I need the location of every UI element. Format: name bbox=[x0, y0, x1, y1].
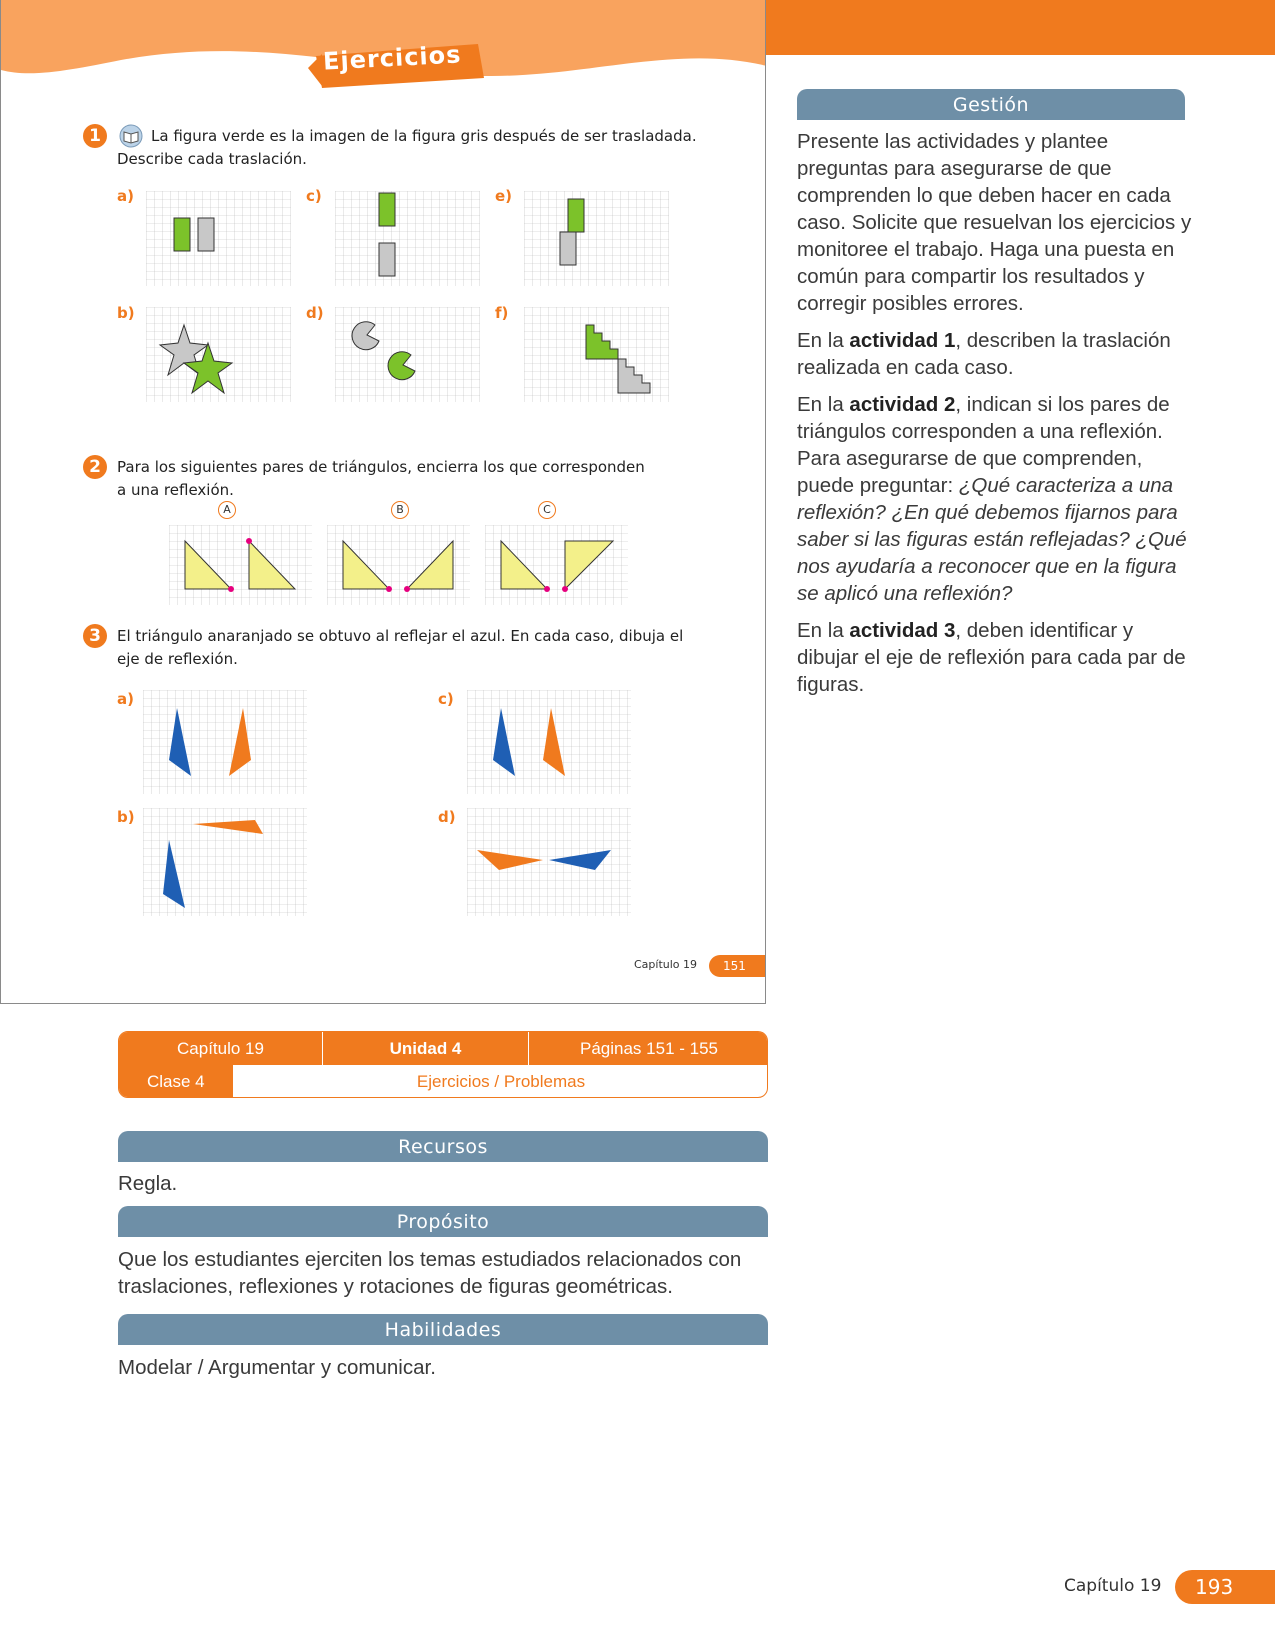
ex1-label-a: a) bbox=[117, 187, 134, 205]
ex1-label-c: c) bbox=[306, 187, 322, 205]
exercise-2-number: 2 bbox=[83, 455, 107, 479]
triangle-pair-b bbox=[327, 525, 470, 605]
recursos-text: Regla. bbox=[118, 1172, 178, 1195]
grid-1b bbox=[146, 307, 291, 402]
proposito-header: Propósito bbox=[118, 1206, 768, 1237]
gestion-paragraph-2: En la actividad 1, describen la traslación realizada en cada caso. bbox=[797, 329, 1171, 379]
reflection-grid-c bbox=[467, 690, 631, 794]
footer-chapter: Capítulo 19 bbox=[1064, 1576, 1162, 1596]
exercise-1-text-2: Describe cada traslación. bbox=[117, 150, 307, 168]
option-c-label: C bbox=[538, 501, 556, 519]
info-chapter: Capítulo 19 bbox=[177, 1039, 264, 1058]
option-a-label: A bbox=[218, 501, 236, 519]
exercise-3-text-2: eje de reflexión. bbox=[117, 650, 238, 668]
student-footer-chapter: Capítulo 19 bbox=[634, 958, 698, 971]
page-title: Ejercicios bbox=[322, 40, 463, 76]
reflection-grid-b bbox=[143, 808, 307, 916]
exercise-3-text: El triángulo anaranjado se obtuvo al reflejar el azul. En cada caso, dibuja el bbox=[117, 627, 684, 645]
triangle-pair-a bbox=[169, 525, 312, 605]
ex1-label-f: f) bbox=[495, 304, 509, 322]
reflection-grid-d bbox=[467, 808, 631, 916]
ex3-label-c: c) bbox=[438, 690, 454, 708]
triangle-pair-c bbox=[485, 525, 628, 605]
habilidades-header: Habilidades bbox=[118, 1314, 768, 1345]
grid-1f bbox=[524, 307, 669, 402]
ex3-label-b: b) bbox=[117, 808, 135, 826]
footer-page-number: 193 bbox=[1175, 1570, 1275, 1604]
info-pages: Páginas 151 - 155 bbox=[580, 1039, 718, 1058]
student-page bbox=[0, 0, 766, 1004]
grid-1e bbox=[524, 191, 669, 286]
info-class: Clase 4 bbox=[119, 1065, 233, 1098]
exercise-2-text: Para los siguientes pares de triángulos, encierra los que corresponden bbox=[117, 458, 645, 476]
option-b-label: B bbox=[391, 501, 409, 519]
exercise-1-number: 1 bbox=[83, 124, 107, 148]
info-topic: Ejercicios / Problemas bbox=[416, 1072, 586, 1091]
ex1-label-e: e) bbox=[495, 187, 513, 205]
exercise-2-text-2: a una reflexión. bbox=[117, 481, 234, 499]
recursos-header: Recursos bbox=[118, 1131, 768, 1162]
exercise-3-number: 3 bbox=[83, 624, 107, 648]
ex3-label-d: d) bbox=[438, 808, 456, 826]
gestion-paragraph-4: En la actividad 3, deben identificar y dibujar el eje de reflexión para cada par de figuras. bbox=[797, 619, 1186, 696]
book-icon bbox=[119, 124, 143, 148]
grid-1a bbox=[146, 191, 291, 286]
gestion-paragraph-3: En la actividad 2, indican si los pares de triángulos corresponden a una reflexión. Para asegurarse de que comprenden, puede preguntar: ¿Qué caracteriza a una reflexión? ¿En qué debemos fijarnos para saber si las figuras están reflejadas? ¿Qué nos ayudaría a reconocer que en la figura se aplicó una reflexión? bbox=[797, 393, 1187, 605]
exercise-1-text: La figura verde es la imagen de la figura gris después de ser trasladada. bbox=[151, 127, 697, 145]
habilidades-text: Modelar / Argumentar y comunicar. bbox=[118, 1356, 436, 1379]
student-footer-page: 151 bbox=[709, 955, 766, 977]
grid-1d bbox=[335, 307, 480, 402]
proposito-text: Que los estudiantes ejerciten los temas estudiados relacionados con traslaciones, reflexiones y rotaciones de figuras geométricas. bbox=[118, 1248, 742, 1298]
reflection-grid-a bbox=[143, 690, 307, 794]
grid-1c bbox=[335, 191, 480, 286]
class-info-table bbox=[118, 1031, 768, 1098]
ex1-label-b: b) bbox=[117, 304, 135, 322]
ex3-label-a: a) bbox=[117, 690, 134, 708]
gestion-body bbox=[797, 128, 1197, 708]
info-unit: Unidad 4 bbox=[389, 1039, 462, 1058]
gestion-paragraph-1: Presente las actividades y plantee preguntas para asegurarse de que comprenden lo que deben hacer en cada caso. Solicite que resuelvan los ejercicios y monitoree el trabajo. Haga una puesta en común para compartir los resultados y corregir posibles errores. bbox=[797, 130, 1192, 315]
gestion-header: Gestión bbox=[797, 89, 1185, 120]
ex1-label-d: d) bbox=[306, 304, 324, 322]
header-orange-bar bbox=[766, 0, 1275, 55]
